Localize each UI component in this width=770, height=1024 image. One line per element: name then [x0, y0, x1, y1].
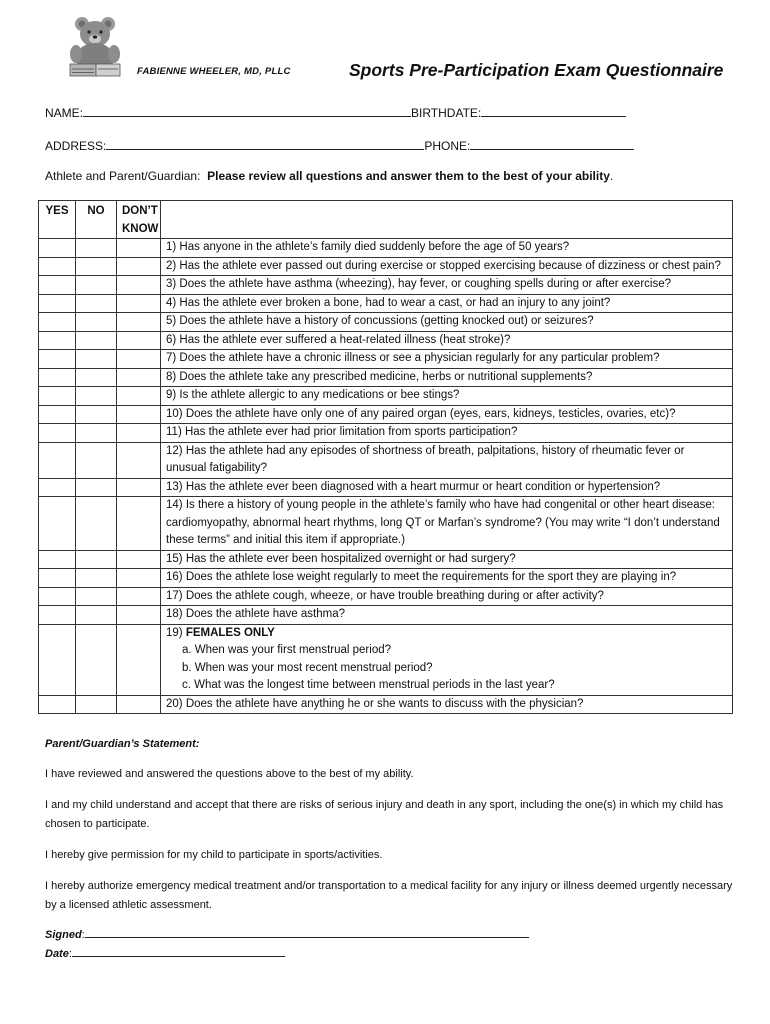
table-row [39, 442, 733, 478]
table-row [39, 424, 733, 443]
yes-checkbox[interactable] [39, 368, 76, 387]
question-text: 15) Has the athlete ever been hospitalized overnight or had surgery? [161, 550, 733, 569]
dont-know-checkbox[interactable] [117, 442, 161, 478]
yes-checkbox[interactable] [39, 550, 76, 569]
yes-checkbox[interactable] [39, 497, 76, 551]
table-row [39, 387, 733, 406]
name-field[interactable] [83, 104, 411, 117]
dont-know-checkbox[interactable] [117, 624, 161, 695]
phone-label: PHONE: [424, 139, 471, 153]
document-title: Sports Pre-Participation Exam Questionnaire [349, 60, 724, 80]
yes-checkbox[interactable] [39, 442, 76, 478]
yes-checkbox[interactable] [39, 257, 76, 276]
address-label: ADDRESS: [45, 139, 107, 153]
date-field[interactable] [72, 946, 285, 957]
no-checkbox[interactable] [76, 606, 117, 625]
question-text: 18) Does the athlete have asthma? [161, 606, 733, 625]
dont-know-checkbox[interactable] [117, 276, 161, 295]
no-checkbox[interactable] [76, 350, 117, 369]
date-row: Date: [45, 946, 285, 960]
question-text: 6) Has the athlete ever suffered a heat-related illness (heat stroke)? [161, 331, 733, 350]
table-row [39, 569, 733, 588]
yes-checkbox[interactable] [39, 276, 76, 295]
questionnaire-table [38, 200, 733, 714]
birthdate-field[interactable] [481, 104, 626, 117]
no-checkbox[interactable] [76, 624, 117, 695]
practice-name: FABIENNE WHEELER, MD, PLLC [137, 66, 291, 77]
question-text: 3) Does the athlete have asthma (wheezing), hay fever, or coughing spells during or after exercise? [161, 276, 733, 295]
question-text-females-only: 19) FEMALES ONLY a. When was your first menstrual period? b. When was your most recent menstrual period? c. What was the longest time between menstrual periods in the last year? [161, 624, 733, 695]
yes-checkbox[interactable] [39, 350, 76, 369]
sub-question-b: b. When was your most recent menstrual period? [182, 661, 433, 674]
yes-checkbox[interactable] [39, 313, 76, 332]
table-row [39, 624, 733, 695]
question-text: 4) Has the athlete ever broken a bone, had to wear a cast, or had an injury to any joint? [161, 294, 733, 313]
no-checkbox[interactable] [76, 569, 117, 588]
no-checkbox[interactable] [76, 442, 117, 478]
header-no: NO [76, 201, 117, 239]
no-checkbox[interactable] [76, 331, 117, 350]
header-question [161, 201, 733, 239]
question-text: 20) Does the athlete have anything he or she wants to discuss with the physician? [161, 695, 733, 714]
signature-row: Signed: [45, 927, 529, 941]
no-checkbox[interactable] [76, 257, 117, 276]
dont-know-checkbox[interactable] [117, 695, 161, 714]
question-text: 17) Does the athlete cough, wheeze, or have trouble breathing during or after activity? [161, 587, 733, 606]
question-text: 16) Does the athlete lose weight regularly to meet the requirements for the sport they are playing in? [161, 569, 733, 588]
yes-checkbox[interactable] [39, 695, 76, 714]
question-text: 1) Has anyone in the athlete’s family died suddenly before the age of 50 years? [161, 239, 733, 258]
question-text: 8) Does the athlete take any prescribed medicine, herbs or nutritional supplements? [161, 368, 733, 387]
question-text: 12) Has the athlete had any episodes of shortness of breath, palpitations, history of rheumatic fever or unusual fatigability? [161, 442, 733, 478]
yes-checkbox[interactable] [39, 387, 76, 406]
statement-paragraph: I and my child understand and accept that there are risks of serious injury and death in any sport, including the one(s) in which my child has chosen to participate. [45, 799, 724, 830]
header-dont-know: DON’T KNOW [117, 201, 161, 239]
females-only-label: FEMALES ONLY [185, 626, 275, 639]
table-row [39, 405, 733, 424]
yes-checkbox[interactable] [39, 331, 76, 350]
dont-know-checkbox[interactable] [117, 350, 161, 369]
signed-label: Signed [45, 929, 82, 941]
dont-know-checkbox[interactable] [117, 587, 161, 606]
birthdate-label: BIRTHDATE: [411, 106, 482, 120]
dont-know-checkbox[interactable] [117, 478, 161, 497]
date-label: Date [45, 948, 69, 960]
dont-know-checkbox[interactable] [117, 331, 161, 350]
yes-checkbox[interactable] [39, 424, 76, 443]
no-checkbox[interactable] [76, 478, 117, 497]
address-field[interactable] [106, 137, 424, 150]
question-text: 2) Has the athlete ever passed out during exercise or stopped exercising because of dizziness or chest pain? [161, 257, 733, 276]
question-text: 10) Does the athlete have only one of any paired organ (eyes, ears, kidneys, testicles, ovaries, etc)? [161, 405, 733, 424]
no-checkbox[interactable] [76, 497, 117, 551]
yes-checkbox[interactable] [39, 624, 76, 695]
question-text: 5) Does the athlete have a history of concussions (getting knocked out) or seizures? [161, 313, 733, 332]
no-checkbox[interactable] [76, 276, 117, 295]
no-checkbox[interactable] [76, 424, 117, 443]
table-row [39, 313, 733, 332]
no-checkbox[interactable] [76, 550, 117, 569]
address-phone-row [45, 137, 634, 153]
dont-know-checkbox[interactable] [117, 239, 161, 258]
table-row [39, 257, 733, 276]
statement-paragraph: I have reviewed and answered the questions above to the best of my ability. [45, 768, 414, 780]
yes-checkbox[interactable] [39, 569, 76, 588]
question-text: 7) Does the athlete have a chronic illness or see a physician regularly for any particular problem? [161, 350, 733, 369]
no-checkbox[interactable] [76, 239, 117, 258]
dont-know-checkbox[interactable] [117, 569, 161, 588]
yes-checkbox[interactable] [39, 294, 76, 313]
question-text: 9) Is the athlete allergic to any medications or bee stings? [161, 387, 733, 406]
phone-field[interactable] [470, 137, 634, 150]
table-row [39, 497, 733, 551]
no-checkbox[interactable] [76, 695, 117, 714]
table-row [39, 695, 733, 714]
question-text: 13) Has the athlete ever been diagnosed with a heart murmur or heart condition or hypertension? [161, 478, 733, 497]
name-birthdate-row [45, 104, 626, 120]
yes-checkbox[interactable] [39, 587, 76, 606]
sub-question-c: c. What was the longest time between menstrual periods in the last year? [182, 679, 555, 691]
table-row [39, 606, 733, 625]
question-text: 14) Is there a history of young people in the athlete’s family who have had congenital or other heart disease: cardiomyopathy, abnormal heart rhythms, long QT or Marfan’s syndrome? (You may write “I don’t understand these terms” and initial this item if appropriate.) [161, 497, 733, 551]
yes-checkbox[interactable] [39, 405, 76, 424]
table-row [39, 350, 733, 369]
dont-know-checkbox[interactable] [117, 257, 161, 276]
table-row [39, 276, 733, 295]
yes-checkbox[interactable] [39, 239, 76, 258]
table-row [39, 550, 733, 569]
yes-checkbox[interactable] [39, 606, 76, 625]
dont-know-checkbox[interactable] [117, 313, 161, 332]
no-checkbox[interactable] [76, 405, 117, 424]
statement-paragraph: I hereby authorize emergency medical treatment and/or transportation to a medical facility for any injury or illness deemed urgently necessary by a licensed athletic assessment. [45, 880, 733, 911]
dont-know-checkbox[interactable] [117, 294, 161, 313]
no-checkbox[interactable] [76, 313, 117, 332]
no-checkbox[interactable] [76, 387, 117, 406]
instructions: Athlete and Parent/Guardian: Please review all questions and answer them to the best of your ability. [45, 169, 614, 183]
table-row [39, 239, 733, 258]
table-row [39, 587, 733, 606]
instructions-emphasis: Please review all questions and answer them to the best of your ability [207, 169, 610, 183]
dont-know-checkbox[interactable] [117, 606, 161, 625]
instructions-lead: Athlete and Parent/Guardian: [45, 169, 201, 183]
signature-field[interactable] [85, 927, 529, 938]
question-text: 11) Has the athlete ever had prior limitation from sports participation? [161, 424, 733, 443]
teddy-bear-logo-icon [62, 14, 128, 78]
dont-know-checkbox[interactable] [117, 368, 161, 387]
table-row [39, 294, 733, 313]
dont-know-checkbox[interactable] [117, 405, 161, 424]
header-yes: YES [39, 201, 76, 239]
sub-question-a: a. When was your first menstrual period? [182, 644, 392, 656]
table-row [39, 478, 733, 497]
yes-checkbox[interactable] [39, 478, 76, 497]
dont-know-checkbox[interactable] [117, 387, 161, 406]
no-checkbox[interactable] [76, 294, 117, 313]
statement-title: Parent/Guardian’s Statement: [45, 738, 200, 750]
dont-know-checkbox[interactable] [117, 497, 161, 551]
dont-know-checkbox[interactable] [117, 550, 161, 569]
table-header-row [39, 201, 733, 239]
table-row [39, 368, 733, 387]
statement-paragraph: I hereby give permission for my child to participate in sports/activities. [45, 849, 383, 861]
dont-know-checkbox[interactable] [117, 424, 161, 443]
name-label: NAME: [45, 106, 84, 120]
table-row [39, 331, 733, 350]
no-checkbox[interactable] [76, 587, 117, 606]
no-checkbox[interactable] [76, 368, 117, 387]
